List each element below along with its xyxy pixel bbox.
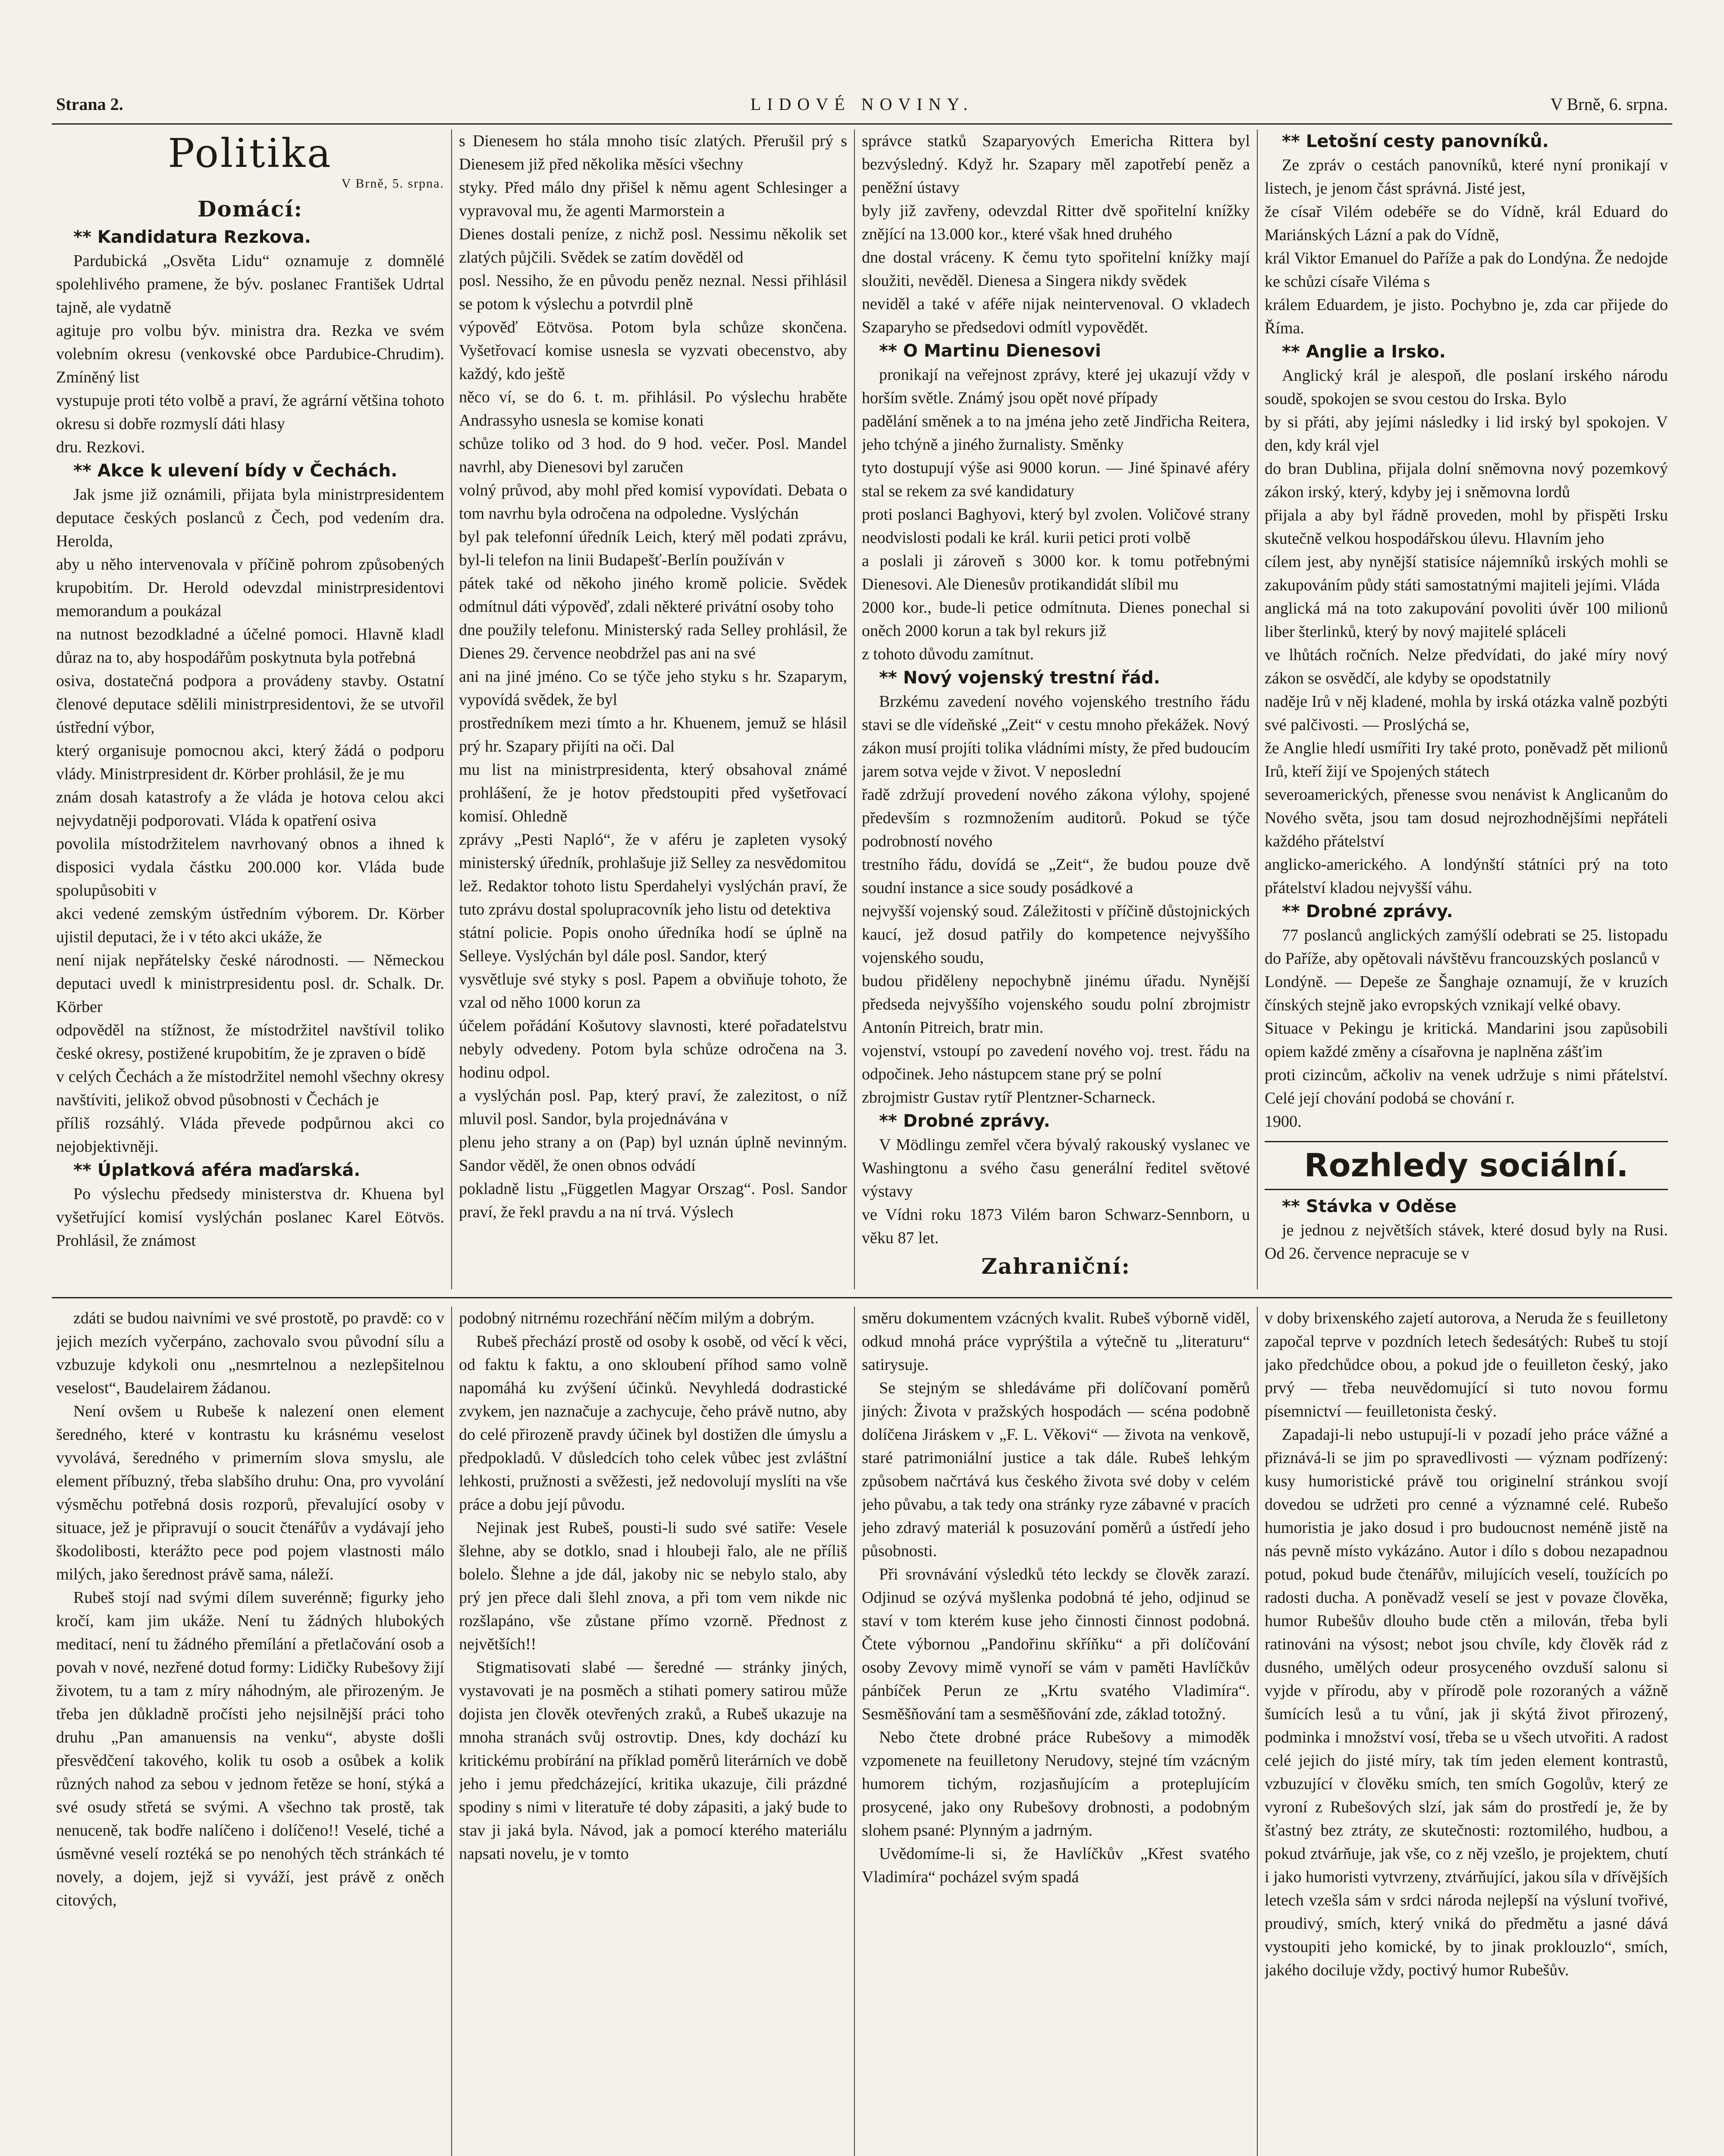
column-divider [1257, 1307, 1258, 2156]
domestic-article-title: ** O Martinu Dienesovi [879, 341, 1101, 361]
foreign-article-title: ** Letošní cesty panovníků. [1282, 132, 1549, 151]
feuilleton-paragraph: v doby brixenského zajetí autorova, a Neruda že s feuilletony započal teprve v pozdních letech šedesátých: Rubeš tu stojí jako předchůdce obou, a pokud jde o feuilleton český, jako prvý — třeba neuvědomující si tuto novou formu písemnictví — feuilletonista český. [1265, 1309, 1668, 1420]
newspaper-title: LIDOVÉ NOVINY. [750, 94, 974, 114]
domestic-article-text: účelem pořádání Košutovy slavnosti, které pořadatelstvu nebyly odvedeny. Potom byla schůze odročena na 3. hodinu odpol. [459, 1017, 847, 1081]
foreign-article-text: cílem jest, aby nynější statisíce nájemníků irských mohli se zakupováním půdy státi samostatnými majiteli jejími. Vláda [1265, 553, 1668, 594]
foreign-article-text: ve lhůtách ročních. Nelze předvídati, do jaké míry nový zákon se osvědčí, ale kdyby se opodstatnily [1265, 646, 1668, 687]
domestic-article-text: v celých Čechách a že místodržitel nemohl všechny okresy navštíviti, jelikož obvod působnosti v Čechách je [56, 1068, 444, 1109]
domestic-article-text: ani na jiné jméno. Co se týče jeho styku s hr. Szaparym, vypovídá svědek, že byl [459, 667, 847, 709]
foreign-article-text: anglicko-amerického. A londýnští státníci prý na toto přátelství kladou nejvyšší váhu. [1265, 856, 1668, 897]
domestic-article-text: 2000 kor., bude-li petice odmítnuta. Dienes ponechal si oněch 2000 korun a tak byl rekurs již [862, 599, 1250, 640]
domestic-article-text: akci vedené zemským ústředním výborem. Dr. Körber ujistil deputaci, že i v této akci ukáže, že [56, 905, 444, 946]
domestic-article-text: aby u něho intervenovala v příčině pohrom způsobených krupobitím. Dr. Herold odevzdal ministrpresidentovi memorandum a poukázal [56, 555, 444, 620]
domestic-article-text: dne dostal vráceny. K čemu tyto spořitelní knížky mají sloužiti, nevěděl. Dienesa a Singera nikdy svědek [862, 248, 1250, 290]
domestic-article-text: zbrojmistr Gustav rytíř Plentzner-Scharneck. [862, 1088, 1156, 1106]
domestic-article-text: něco ví, se do 6. t. m. přihlásil. Po výslechu hraběte Andrassyho usnesla se komise konati [459, 388, 847, 429]
header-rule [52, 123, 1672, 125]
domestic-article-text: ve Vídni roku 1873 Vilém baron Schwarz-Sennborn, u věku 87 let. [862, 1206, 1250, 1247]
feuilleton-paragraph: podobný nitrnému rozechřání něčím milým a dobrým. [459, 1309, 815, 1327]
domestic-article-title: ** Nový vojenský trestní řád. [879, 668, 1160, 688]
domestic-article-text: výpověď Eötvösa. Potom byla schůze skončena. Vyšetřovací komise usnesla se vyzvati obecenstvo, aby každý, kdo ještě [459, 318, 847, 383]
feuilleton-column-3 [862, 1307, 1250, 2156]
domestic-article-text: vystupuje proti této volbě a praví, že agrární většina tohoto okresu si dobře rozmyslí dáti hlasy [56, 392, 444, 433]
domestic-article-text: neviděl a také v aféře nijak neintervenoval. O vkladech Szaparyho se předsedovi odmítl vypovědět. [862, 295, 1250, 336]
domestic-article-text: s Dienesem ho stála mnoho tisíc zlatých. Přerušil prý s Dienesem již před několika měsíci všechny [459, 132, 847, 173]
foreign-article-text: králem Eduardem, je jisto. Pochybno je, zda car přijede do Říma. [1265, 296, 1668, 337]
domestic-article-text: státní policie. Popis onoho úředníka hodí se úplně na Selleye. Vyslýchán byl dále posl. Sandor, který [459, 924, 847, 965]
foreign-article-text: Londýně. — Depeše ze Šanghaje oznamují, že v kruzích čínských stejně jako evropských vznikají velké obavy. [1265, 973, 1668, 1014]
section-title-zahranicni: Zahraniční: [981, 1253, 1130, 1279]
foreign-article-text: 77 poslanců anglických zamýšlí odebrati se 25. listopadu do Paříže, aby opětovali návštěvu francouzských poslanců v [1265, 926, 1668, 968]
foreign-article-text: přijala a aby byl řádně proveden, mohl by přispěti Irsku skutečně velkou hospodářskou úlevu. Hlavním jeho [1265, 506, 1668, 548]
feuilleton-paragraph: Nejinak jest Rubeš, pousti-li sudo své satiře: Vesele šlehne, aby se dotklo, snad i hloubeji řalo, ale ne příliš bolelo. Šlehne a jde dál, jakoby nic se nebylo stalo, aby prý jen přece dali šlehl znova, a při tom vem nikde nic rozšlapáno, vše zůstane přímo vzorně. Přednost z největších!! [459, 1519, 847, 1653]
section-masthead-politika: Politika [168, 130, 333, 176]
social-article-text: je jednou z největších stávek, které dosud byly na Rusi. Od 26. července nepracuje se v [1265, 1221, 1668, 1263]
domestic-article-text: Po výslechu předsedy ministerstva dr. Khuena byl vyšetřující komisí vyslýchán poslanec Karel Eötvös. Prohlásil, že známost [56, 1185, 444, 1250]
domestic-article-text: prostředníkem mezi tímto a hr. Khuenem, jemuž se hlásil prý hr. Szapary přijíti na oči. Dal [459, 714, 847, 755]
social-article-title: ** Stávka v Oděse [1282, 1197, 1457, 1216]
column-politika-domaci [56, 129, 444, 1289]
domestic-article-text: dne použily telefonu. Ministerský rada Selley prohlásil, že Dienes 29. července neobdržel pas ani na své [459, 621, 847, 662]
feuilleton-paragraph: Při srovnávání výsledků této leckdy se člověk zarazí. Odjinud se ozývá myšlenka podobná té jeho, odjinud se staví v tom kterém kuse jeho činnosti činnost podobná. Čtete výbornou „Pandořinu skříňku“ a při dolíčování osoby Zevovy mimě vynoří se vám v paměti Havlíčkův pánbíček Perun ze „Krtu svatého Vladimíra“. Sesměšňování tam a sesměšňování zde, základ totožný. [862, 1565, 1250, 1723]
domestic-article-text: tyto dostupují výše asi 9000 korun. — Jiné špinavé aféry stal se rekem za své kandidatury [862, 459, 1250, 500]
domestic-article-text: styky. Před málo dny přišel k němu agent Schlesinger a vypravoval mu, že agenti Marmorstein a [459, 179, 847, 220]
feuilleton-paragraph: Uvědomíme-li si, že Havlíčkův „Křest svatého Vladimíra“ pocházel svým spadá [862, 1845, 1250, 1886]
domestic-article-text: budou přiděleny nepochybně jinému úřadu. Nynější předseda nejvyššího vojenského soudu polní zbrojmistr Antonín Pitreich, bratr min. [862, 972, 1250, 1037]
dateline: V Brně, 6. srpna. [1550, 94, 1668, 114]
column-zahranicni [862, 129, 1250, 1289]
domestic-article-text: schůze toliko od 3 hod. do 9 hod. večer. Posl. Mandel navrhl, aby Dienesovi byl zaručen [459, 435, 847, 476]
domestic-article-text: plenu jeho strany a on (Pap) byl uznán úplně nevinným. Sandor věděl, že onen obnos odvádí [459, 1133, 847, 1175]
domestic-article-text: byl pak telefonní úředník Leich, který měl podati zprávu, byl-li telefon na linii Budapešť-Berlín používán v [459, 528, 847, 569]
foreign-article-text: že Anglie hledí usmířiti Iry také proto, poněvadž pět milionů Irů, kteří žijí ve Spojených státech [1265, 739, 1668, 780]
foreign-article-text: král Viktor Emanuel do Paříže a pak do Londýna. Že nedojde ke schůzi císaře Viléma s [1265, 249, 1668, 291]
domestic-article-text: zákon musí projíti tolika vládními místy, že před budoucím jarem sotva vejde v život. V neposlední [862, 739, 1250, 780]
column-divider [451, 129, 452, 1289]
feuilleton-paragraph: Se stejným se shledáváme při dolíčovaní poměrů jiných: Života v pražských hospodách — scéna podobně dolíčena Jiráskem v „F. L. Věkovi“ — života na venkově, staré patrimoniální justice a tak dále. Rubeš lehkým způsobem načrtává kus českého života své doby v celém jeho půvabu, a tak tedy ona stránky ryze zábavné v pracích jeho zdravý materiál k posuzování poměrů a ústředí jeho působnosti. [862, 1379, 1250, 1560]
domestic-article-title: ** Kandidatura Rezkova. [73, 227, 311, 247]
feuilleton-paragraph: Zapadaji-li nebo ustupují-li v pozadí jeho práce vážné a přiznává-li se jim po spravedlivosti — význam podřízený: kusy humoristické právě tou originelní stránkou svojí dovedou se udržeti pro cenné a významné celé. Rubešo humoristia je jako dosud i pro budoucnost neméně jistě na nás pevně místo vykázáno. Autor i dílo s dobou nezapadnou potud, pokud bude čtenářův, milujících veselí, toužících po radosti ducha. A poněvadž veselí se jest v povaze člověka, humor Rubešův dlouho bude ctěn a milován, třeba byli ratinováni na výsost; nebot jsou chvíle, kdy člověk rád z dusného, umělých odeur prosyceného ovzduší salonu si vyjde v přírodu, aby v přírodě pole rozoraných a vážně šumících lesů a tu vůní, jak ji skýtá život přirozený, podminka i množství vosí, třeba se u všech utvořiti. A radost celé jejich do jisté míry, tak tím jeden element kontrastů, vzbuzující v člověku smích, ten smích Gogolův, který ze vyroní z Rubešových slzí, jak sám do prostředí je, že by šťastný bez ztráty, ze skutečnosti: roztomilého, hudbou, a pokud ztvárňuje, jak vše, co z něj vzešlo, je projektem, chutí i jako humoristi vytvrzeny, ztvárňující, jakou síla v dřívějších letech vzešla sám v srdci národa nejlepší na výsluní tvořivé, proudivý, smích, který vniká do předmětu a jasné dává vystoupiti jeho komické, by to jinak proklouzlo“, smích, jakého dociluje vždy, poctivý humor Rubešův. [1265, 1426, 1668, 1979]
domestic-article-text: správce statků Szaparyových Emericha Rittera byl bezvýsledný. Když hr. Szapary měl zapotřebí peněz a peněžní ústavy [862, 132, 1250, 197]
domestic-article-text: V Mödlingu zemřel včera bývalý rakouský vyslanec ve Washingtonu a svého času generální ředitel světové výstavy [862, 1136, 1250, 1200]
foreign-article-text: proti cizincům, ačkoliv na venek udržuje s nimi přátelství. Celé její chování podobá se chování r. [1265, 1066, 1668, 1107]
foreign-article-text: by si přáti, aby jejími následky i lid irský byl spokojen. V den, kdy král vjel [1265, 413, 1668, 454]
foreign-article-text: severoamerických, přenesse svou nenávist k Anglicanům do Nového světa, jsou tam dosud nejrozhodnějšími nepřáteli každého přátelství [1265, 786, 1668, 850]
domestic-article-text: mu list na ministrpresidenta, který obsahoval známé prohlášení, že je hotov předstoupiti před vyšetřovací komisí. Ohledně [459, 761, 847, 825]
domestic-article-text: byly již zavřeny, odevzdal Ritter dvě spořitelní knížky znějící na 13.000 kor., které však hned druhého [862, 202, 1250, 243]
column-divider [1257, 129, 1258, 1289]
domestic-article-text: vysvětluje své styky s posl. Papem a obviňuje tohoto, že vzal od něho 1000 korun za [459, 970, 847, 1012]
domestic-article-text: trestního řádu, dovídá se „Zeit“, že budou pouze dvě soudní instance a sice soudy posádkové a [862, 856, 1250, 897]
section-title-domaci: Domácí: [198, 196, 303, 222]
column-social-continued [1265, 129, 1668, 1289]
foreign-article-text: Ze zpráv o cestách panovníků, které nyní pronikají v listech, je jenom část správná. Jisté jest, [1265, 156, 1668, 197]
domestic-article-text: proti poslanci Baghyovi, který byl zvolen. Voličové strany neodvislosti podali ke král. kurii petici proti volbě [862, 505, 1250, 547]
section-title-rozhledy: Rozhledy sociální. [1265, 1141, 1668, 1190]
feuilleton-paragraph: Stigmatisovati slabé — šeredné — stránky jiných, vystavovati je na posměch a stihati pomery satirou může dojista jen člověk otevřených zraků, a Rubeš ukazuje na mnoha stranách svůj ostrovtip. Dnes, kdy dochází ku kritickému probírání na příklad poměrů literárních ve době jeho i jemu předcházející, kritika ukazuje, čili prázdné spodiny s nimi v literatuře té doby zápasiti, a jaký bude to stav ji jaká byla. Návod, jak a pomocí kterého materiálu napsati novelu, je v tomto [459, 1658, 847, 1863]
domestic-article-text: odpověděl na stížnost, že místodržitel navštívil toliko české okresy, postižené krupobitím, že je zpraven o bídě [56, 1021, 444, 1062]
feuilleton-paragraph: Rubeš stojí nad svými dílem suverénně; figurky jeho kročí, kam jim ukáže. Není tu žádných hlubokých meditací, není tu žádného přemílání a přetlačování osob a povah v nové, nezřené dotud formy: Lidičky Rubešovy žijí životem, tu a tam z míry náhodným, ale přirozeným. Je třeba jen důkladně pročísti jeho nejsilnější práci toho druhu „Pan amanuensis na venku“, abyste došli přesvědčení takového, kolik tu osob a osůbek a kolik různých nahod za sebou v jednom řetěze se honí, stýká a své osudy střetá se svými. A všechno tak prostě, tak nenuceně, tak bodře nalíčeno i dolíčeno!! Veselé, tiché a úsměvné veselí roztéká se po nenohých těch stránkách té novely, a dojem, jejž si vyváží, jest právě z oněch citových, [56, 1589, 444, 1909]
section-byline: V Brně, 5. srpna. [341, 176, 444, 191]
feuilleton-column-4 [1265, 1307, 1668, 2156]
domestic-article-title: ** Úplatková aféra maďarská. [73, 1160, 361, 1180]
column-divider [451, 1307, 452, 2156]
domestic-article-text: vojenství, vstoupí po zavedení nového voj. trest. řádu na odpočinek. Jeho nástupcem stane prý se polní [862, 1042, 1250, 1083]
domestic-article-text: a vyslýchán posl. Pap, který praví, že zalezitost, o níž mluvil posl. Sandor, byla projednávána v [459, 1087, 847, 1128]
domestic-article-text: osiva, dostatečná podpora a provádeny stavby. Ostatní členové deputace sdělili ministrpresidentovi, že se utvořil ústřední výbor, [56, 672, 444, 736]
domestic-article-text: znám dosah katastrofy a že vláda je hotova celou akci nejvydatněji podporovati. Vláda k opatření osiva [56, 788, 444, 830]
foreign-article-text: že císař Vilém odebéře se do Vídně, král Eduard do Mariánských Lázní a pak do Vídně, [1265, 203, 1668, 244]
domestic-article-text: dru. Rezkovi. [56, 438, 145, 456]
domestic-article-text: není nijak nepřátelsky české národnosti. — Německou deputaci uvedl k ministrpresidentu posl. dr. Schalk. Dr. Körber [56, 951, 444, 1016]
domestic-article-text: volný průvod, aby mohl před komisí vypovídati. Debata o tom navrhu byla odročena na odpoledne. Vyslýchán [459, 481, 847, 523]
feuilleton-column-1 [56, 1307, 444, 2156]
domestic-article-text: příliš rozsáhlý. Vláda převede podpůrnou akci co nejobjektivněji. [56, 1114, 444, 1156]
feuilleton-column-2 [459, 1307, 847, 2156]
feuilleton-paragraph: směru dokumentem vzácných kvalit. Rubeš výborně viděl, odkud mnohá práce vyprýštila a výtečně tu „literaturu“ satirysuje. [862, 1309, 1250, 1374]
foreign-article-title: ** Drobné zprávy. [1282, 902, 1453, 921]
domestic-article-text: lež. Redaktor tohoto listu Sperdahelyi vyslýchán praví, že tuto zprávu dostal spolupracovník jeho listu od detektiva [459, 877, 847, 918]
foreign-article-text: Anglický král je alespoň, dle poslaní irského národu soudě, spokojen se svou cestou do Irska. Bylo [1265, 367, 1668, 408]
foreign-article-text: Situace v Pekingu je kritická. Mandarini jsou zapůsobili opiem každé změny a císařovna je naplněna zášťim [1265, 1019, 1668, 1061]
domestic-article-text: nejvyšší vojenský soud. Záležitosti v příčině důstojnických kaucí, jež dosud patřily do kompetence nejvyššího vojenského soudu, [862, 902, 1250, 967]
domestic-article-text: Brzkému zavedení nového vojenského trestního řádu stavi se dle vídeňské „Zeit“ v cestu mnoho překážek. Nový [862, 693, 1250, 734]
domestic-article-title: ** Akce k ulevení bídy v Čechách. [73, 461, 398, 481]
domestic-article-text: Pardubická „Osvěta Lidu“ oznamuje z domnělé spolehlivého pramene, že býv. poslanec František Udrtal tajně, ale vydatně [56, 252, 444, 317]
domestic-article-text: který organisuje pomocnou akci, který žádá o podporu vlády. Ministrpresident dr. Körber prohlásil, že je mu [56, 742, 444, 783]
domestic-article-text: pronikají na veřejnost zprávy, které jej ukazují vždy v horším světle. Známý jsou opět nové případy [862, 366, 1250, 407]
domestic-article-title: ** Drobné zprávy. [879, 1111, 1050, 1131]
feuilleton-paragraph: zdáti se budou naivními ve své prostotě, po pravdě: co v jejich mezích vyčerpáno, zachovalo svou původní sílu a vzbuzuje kdykoli onu „nesmrtelnou a nezlepšitelnou veselost“, Baudelairem žádanou. [56, 1309, 444, 1397]
domestic-article-text: agituje pro volbu býv. ministra dra. Rezka ve svém volebním okresu (venkovské obce Pardubice-Chrudim). Zmíněný list [56, 322, 444, 386]
domestic-article-text: povolila místodržitelem navrhovaný obnos a ihned k disposici vydala částku 200.000 kor. Vláda bude spolupůsobiti v [56, 835, 444, 899]
column-divider [854, 129, 855, 1289]
domestic-article-text: zprávy „Pesti Napló“, že v aféru je zapleten vysoký ministerský úředník, prohlašuje již Selley za nesvědomitou [459, 830, 847, 872]
column-politika-continued [459, 129, 847, 1289]
foreign-article-text: do bran Dublina, přijala dolní sněmovna nový pozemkový zákon irský, který, kdyby jej i sněmovna lordů [1265, 460, 1668, 501]
foreign-article-text: naděje Irů v něj kladené, mohla by irská otázka valně pozbýti své palčivosti. — Proslýchá se, [1265, 693, 1668, 734]
feuilleton-paragraph: Není ovšem u Rubeše k nalezení onen element šeredného, které v kontrastu ku krásnému veselost vyvolává, šeredného v primerním slova smyslu, ale element příbuzný, třeba slabšího druhu: Ona, pro vyvolání výsměchu potřebná dosis rozporů, převalující osoby v situace, jež je připravují o soucit čtenářův a vydávají jeho škodolibosti, kterážto pece pod pojem vlastnosti málo milých, jako šerednost právě sama, náleží. [56, 1402, 444, 1583]
domestic-article-text: padělání směnek a to na jména jeho zetě Jindřicha Reitera, jeho tchýně a jiného žurnalisty. Směnky [862, 412, 1250, 454]
foreign-article-text: 1900. [1265, 1112, 1302, 1131]
domestic-article-text: pátek také od někoho jiného kromě policie. Svědek odmítnul dáti výpověď, zdali některé privátní osoby toho [459, 574, 847, 616]
running-head [56, 91, 1668, 118]
feuilleton-paragraph: Nebo čtete drobné práce Rubešovy a mimoděk vzpomenete na feuilletony Nerudovy, stejné tím vzácným humorem tichým, rozjasňujícím a proteplujícím prosycené, jako ony Rubešovy drobnosti, a podobným slohem psané: Plynným a jadrným. [862, 1728, 1250, 1839]
column-divider [854, 1307, 855, 2156]
domestic-article-text: řadě zdržují provedení nového zákona výlohy, spojené především s rozmnožením auditorů. Pokud se týče podrobností nového [862, 786, 1250, 850]
domestic-article-text: pokladně listu „Független Magyar Orszag“. Posl. Sandor praví, že řekl pravdu a na ní trvá. Výslech [459, 1180, 847, 1221]
domestic-article-text: Jak jsme již oznámili, přijata byla ministrpresidentem deputace českých poslanců z Čech, pod vedením dra. Herolda, [56, 486, 444, 550]
domestic-article-text: a poslali ji zároveň s 3000 kor. k tomu potřebnými Dienesovi. Ale Dienesův protikandidát slíbil mu [862, 552, 1250, 593]
foreign-article-title: ** Anglie a Irsko. [1282, 342, 1446, 362]
domestic-article-text: Dienes dostali peníze, z nichž posl. Nessimu několik set zlatých půjčili. Svědek se zatím dověděl od [459, 225, 847, 266]
domestic-article-text: z tohoto důvodu zamítnut. [862, 645, 1034, 663]
page-number: Strana 2. [56, 94, 123, 114]
feuilleton-rule [52, 1297, 1672, 1298]
domestic-article-text: na nutnost bezodkladné a účelné pomoci. Hlavně kladl důraz na to, aby hospodářům poskytnuta byla potřebná [56, 625, 444, 667]
domestic-article-text: posl. Nessiho, že en původu peněz neznal. Nessi přihlásil se potom k výslechu a potvrdil plně [459, 272, 847, 313]
feuilleton-paragraph: Rubeš přechází prostě od osoby k osobě, od věcí k věci, od faktu k faktu, a ono skloubení příhod samo volně napomáhá ku zvýšení účinků. Nevyhledá dodrastické zvykem, jen naznačuje a zachycuje, čeho právě nutno, aby do celé přirozeně pravdy účinek byl dostižen dle úmyslu a předpokladů. V důsledcích toho celek vůbec jest zvláštní lehkosti, pružnosti a svěžesti, jež nedovolují myslíti na vše práce a dobu její původu. [459, 1332, 847, 1514]
foreign-article-text: anglická má na toto zakupování povoliti úvěr 100 milionů liber šterlinků, který by nový majitelé spláceli [1265, 599, 1668, 641]
